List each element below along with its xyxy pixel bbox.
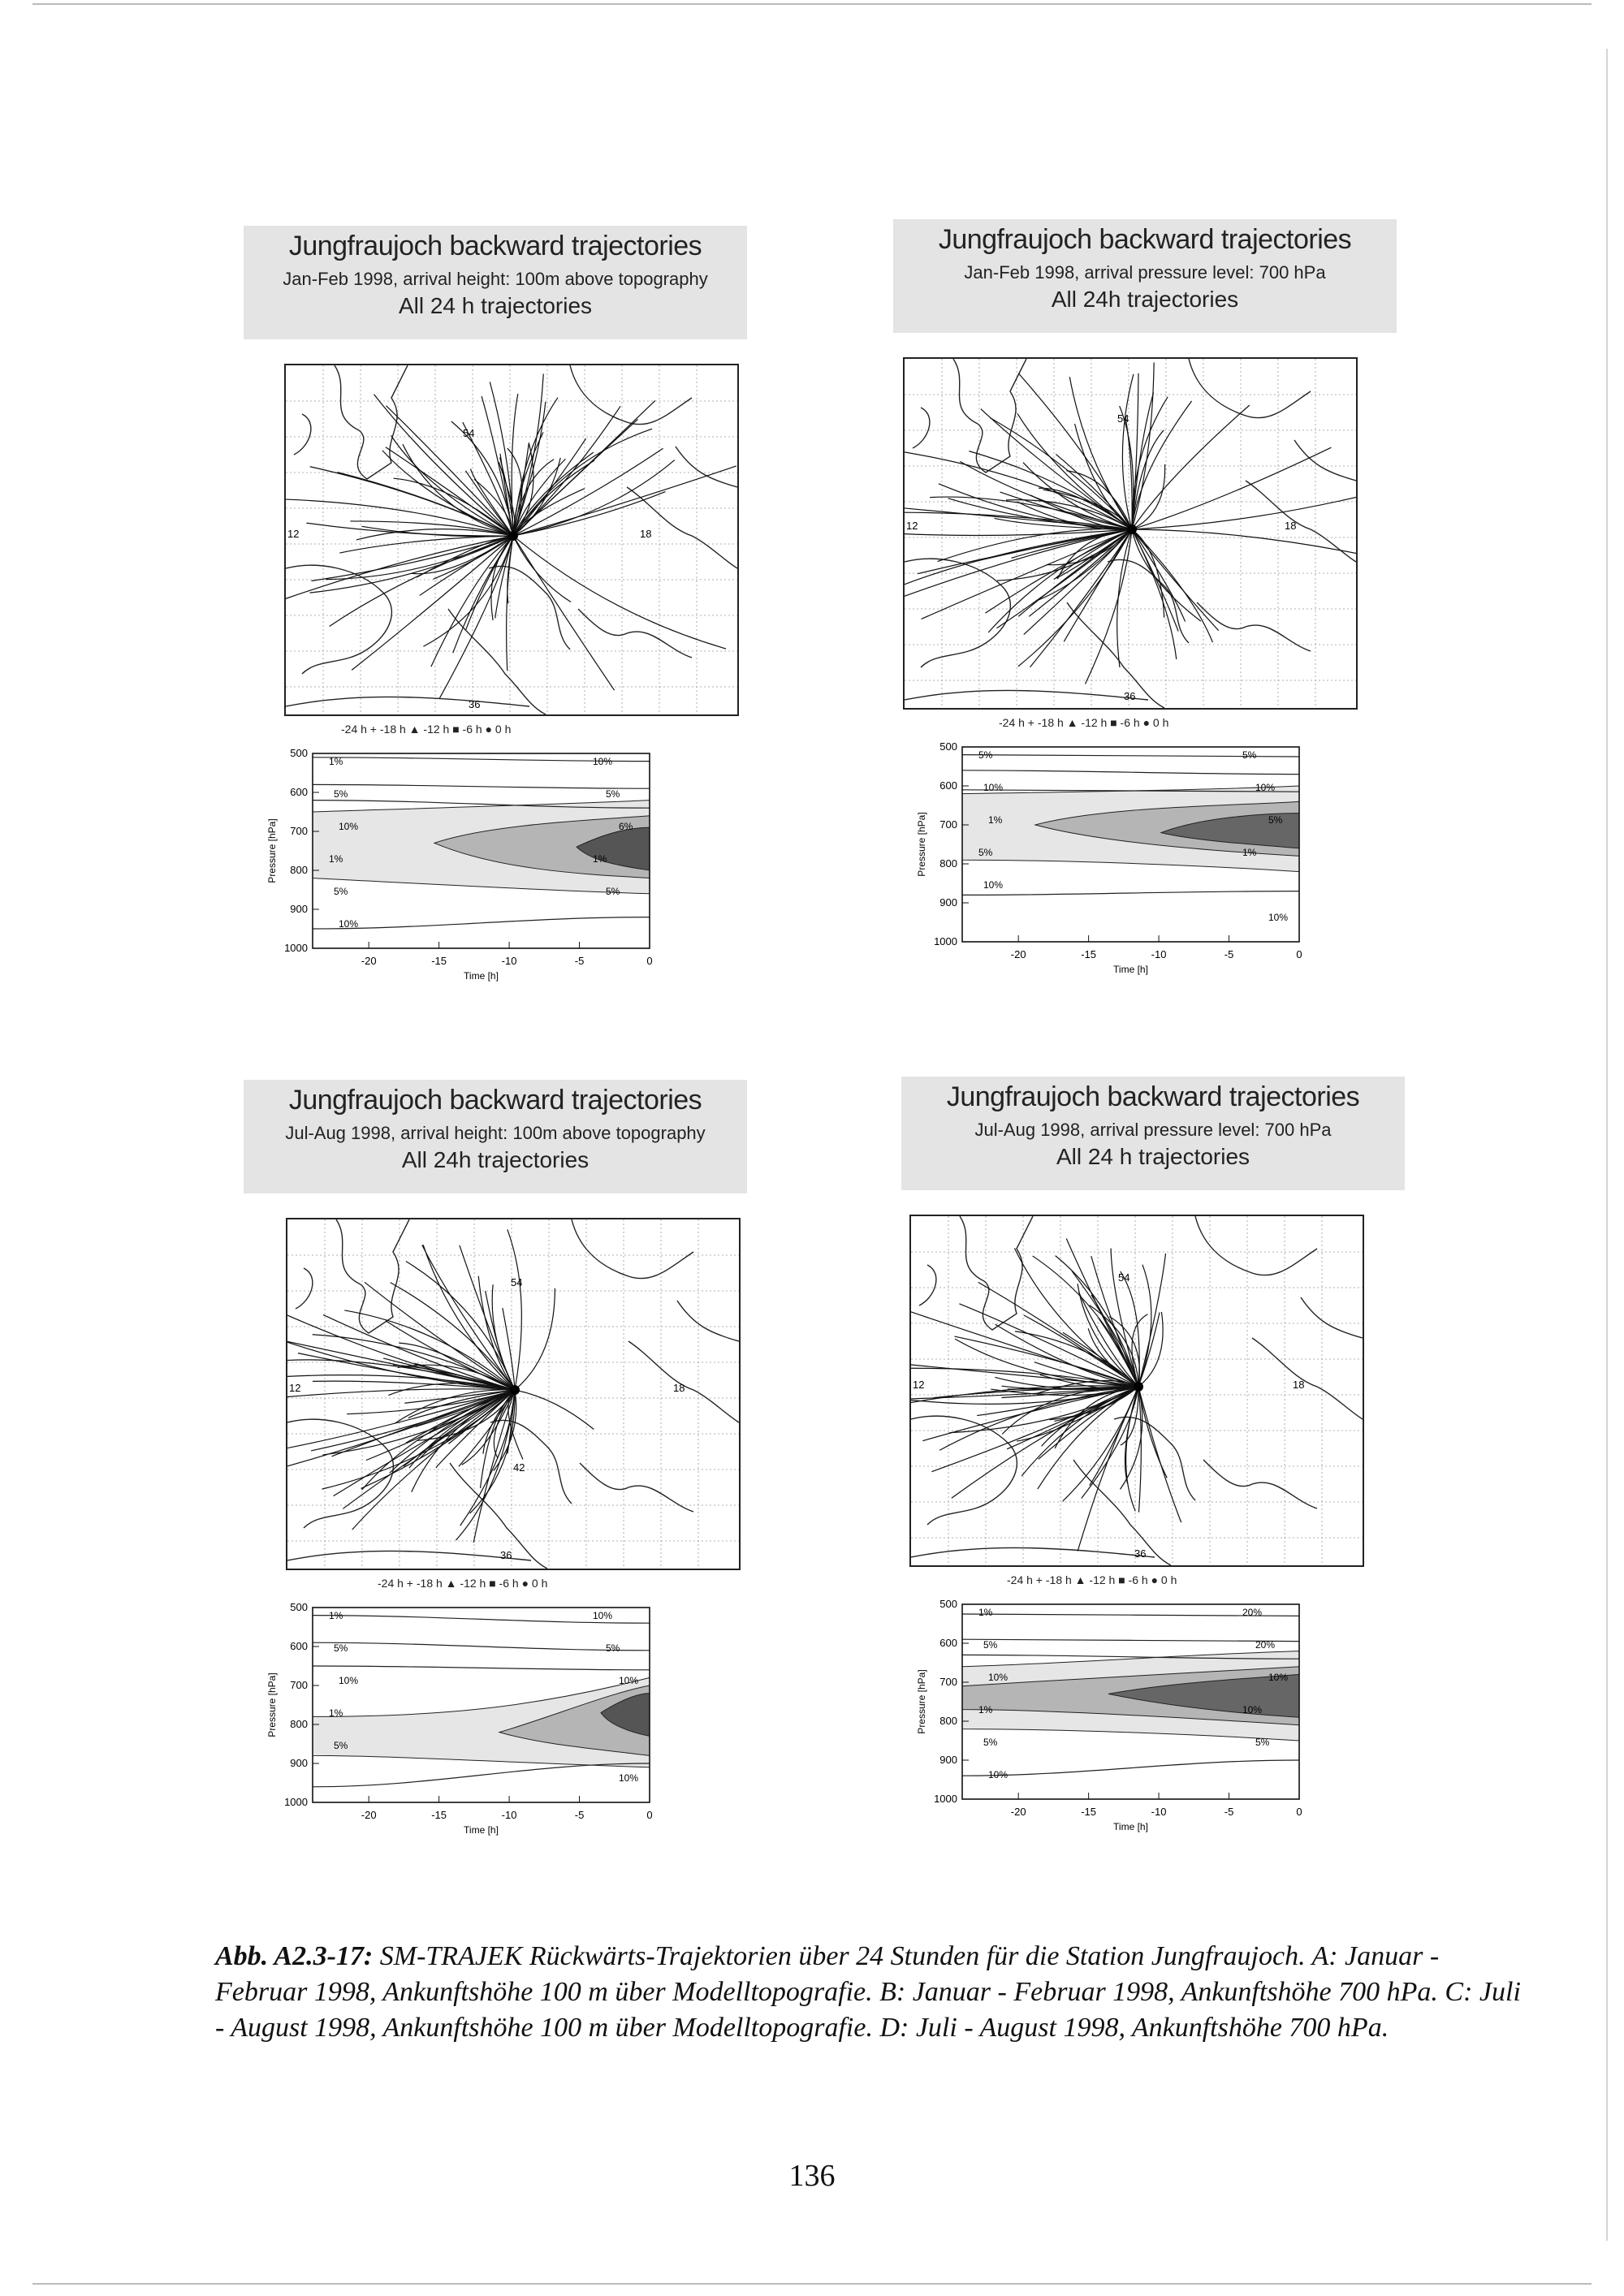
map-coastline bbox=[1073, 1460, 1171, 1565]
panel-b-xtick-m10: -10 bbox=[1151, 948, 1167, 960]
map-coastline bbox=[953, 359, 1026, 473]
map-coastline bbox=[905, 690, 1148, 700]
trajectory-line bbox=[1132, 405, 1250, 529]
map-coastline bbox=[911, 1547, 1155, 1557]
panel-a-contour-label: 10% bbox=[593, 756, 613, 767]
trajectory-line bbox=[1132, 529, 1201, 621]
panel-c-title: Jungfraujoch backward trajectories bbox=[288, 1085, 702, 1116]
panel-c-contour-label: 5% bbox=[334, 1642, 348, 1654]
frequency-contour-line bbox=[962, 891, 1299, 896]
panel-c-ytick-900: 900 bbox=[290, 1757, 308, 1769]
panel-b-title: Jungfraujoch backward trajectories bbox=[938, 224, 1352, 255]
panel-c-ytick-800: 800 bbox=[290, 1718, 308, 1730]
scan-border-right bbox=[1606, 49, 1608, 2241]
panel-c-contour-label: 10% bbox=[593, 1610, 613, 1621]
trajectory-line bbox=[382, 451, 513, 536]
panel-a-lat36-label: 36 bbox=[469, 698, 481, 710]
panel-c-ytick-700: 700 bbox=[290, 1679, 308, 1691]
panel-d-lat36-label: 36 bbox=[1134, 1547, 1147, 1560]
map-coastline bbox=[580, 1463, 693, 1512]
panel-a-legend: -24 h + -18 h ▲ -12 h ■ -6 h ● 0 h bbox=[341, 723, 512, 736]
panel-a-lon12-label: 12 bbox=[287, 528, 300, 540]
panel-d-ylabel: Pressure [hPa] bbox=[916, 1669, 927, 1734]
map-coastline bbox=[1067, 602, 1164, 708]
panel-b-trajectory-map bbox=[903, 357, 1358, 710]
panel-d-ytick-600: 600 bbox=[939, 1637, 957, 1649]
panel-d-xtick-m5: -5 bbox=[1224, 1806, 1234, 1818]
panel-b-section-svg bbox=[918, 739, 1397, 982]
panel-c-xtick-m15: -15 bbox=[431, 1809, 447, 1821]
trajectory-line bbox=[1126, 1387, 1138, 1511]
trajectory-line bbox=[391, 435, 513, 536]
panel-d-ytick-900: 900 bbox=[939, 1754, 957, 1766]
panel-c-vertical-section bbox=[268, 1599, 747, 1843]
panel-a-ytick-500: 500 bbox=[290, 747, 308, 759]
map-coastline bbox=[677, 1301, 739, 1341]
panel-d-ytick-800: 800 bbox=[939, 1715, 957, 1727]
panel-a-ytick-800: 800 bbox=[290, 864, 308, 876]
panel-c-xtick-0: 0 bbox=[646, 1809, 653, 1821]
panel-d-xtick-m20: -20 bbox=[1010, 1806, 1026, 1818]
panel-b-xtick-m20: -20 bbox=[1010, 948, 1026, 960]
panel-c-lat54-label: 54 bbox=[511, 1276, 523, 1288]
panel-b-contour-label: 10% bbox=[983, 782, 1004, 793]
panel-d-subtitle: Jul-Aug 1998, arrival pressure level: 700 hPa bbox=[974, 1120, 1332, 1140]
map-coastline bbox=[913, 408, 930, 448]
map-coastline bbox=[448, 609, 546, 714]
panel-c-contour-label: 1% bbox=[329, 1707, 343, 1719]
panel-c-section-svg bbox=[268, 1599, 747, 1843]
trajectory-line bbox=[1132, 529, 1212, 642]
trajectory-line bbox=[1132, 529, 1356, 557]
panel-c-xtick-m10: -10 bbox=[501, 1809, 517, 1821]
panel-a-subtitle: Jan-Feb 1998, arrival height: 100m above topography bbox=[283, 269, 708, 289]
panel-a-ytick-900: 900 bbox=[290, 903, 308, 915]
trajectory-line bbox=[287, 1389, 515, 1398]
scan-border-bottom bbox=[32, 2283, 1592, 2285]
panel-d-lon12-label: 12 bbox=[913, 1379, 925, 1391]
panel-d-contour-label: 10% bbox=[988, 1769, 1009, 1780]
panel-d-contour-label: 10% bbox=[988, 1672, 1009, 1683]
panel-a-contour-label: 10% bbox=[339, 821, 359, 832]
trajectory-line bbox=[955, 1336, 1138, 1387]
panel-a-xlabel: Time [h] bbox=[464, 970, 499, 982]
panel-c-contour-label: 1% bbox=[329, 1610, 343, 1621]
panel-d-xtick-0: 0 bbox=[1296, 1806, 1302, 1818]
panel-d-subtitle2: All 24 h trajectories bbox=[1056, 1144, 1250, 1169]
trajectory-line bbox=[1132, 489, 1356, 529]
jungfraujoch-station-marker bbox=[510, 1385, 520, 1395]
panel-c-lat36-label: 36 bbox=[500, 1549, 512, 1561]
trajectory-line bbox=[508, 1229, 521, 1390]
panel-b-legend: -24 h + -18 h ▲ -12 h ■ -6 h ● 0 h bbox=[999, 716, 1169, 729]
map-coastline bbox=[919, 1265, 936, 1306]
map-coastline bbox=[911, 1416, 1017, 1525]
panel-c-contour-label: 5% bbox=[334, 1740, 348, 1751]
panel-c-trajectory-map bbox=[286, 1218, 741, 1570]
panel-c-ytick-500: 500 bbox=[290, 1601, 308, 1613]
panel-a-ylabel: Pressure [hPa] bbox=[266, 818, 278, 883]
frequency-contour-line bbox=[313, 784, 650, 788]
panel-c-lon12-label: 12 bbox=[289, 1382, 301, 1394]
panel-b-vertical-section bbox=[918, 739, 1397, 982]
trajectory-line bbox=[990, 417, 1132, 529]
panel-b-lat36-label: 36 bbox=[1124, 690, 1136, 702]
trajectory-line bbox=[513, 536, 571, 602]
panel-c-xtick-m5: -5 bbox=[574, 1809, 585, 1821]
trajectory-line bbox=[981, 409, 1132, 529]
trajectory-line bbox=[339, 536, 513, 553]
panel-c-contour-label: 10% bbox=[619, 1675, 639, 1686]
panel-c-subtitle: Jul-Aug 1998, arrival height: 100m above topography bbox=[285, 1123, 706, 1143]
panel-a-vertical-section bbox=[268, 745, 747, 989]
frequency-contour-line bbox=[962, 1639, 1299, 1641]
trajectory-line bbox=[352, 536, 513, 670]
frequency-contour-line bbox=[313, 1642, 650, 1651]
trajectory-line bbox=[386, 406, 513, 536]
trajectory-line bbox=[1138, 1387, 1167, 1478]
panel-b-ytick-1000: 1000 bbox=[934, 935, 957, 947]
panel-d-legend: -24 h + -18 h ▲ -12 h ■ -6 h ● 0 h bbox=[1007, 1573, 1177, 1586]
panel-d-contour-label: 5% bbox=[1255, 1737, 1270, 1748]
panel-d-contour-label: 1% bbox=[978, 1607, 993, 1618]
panel-a-lat54-label: 54 bbox=[463, 427, 475, 439]
panel-c-legend: -24 h + -18 h ▲ -12 h ■ -6 h ● 0 h bbox=[378, 1577, 548, 1590]
map-coastline bbox=[905, 559, 1010, 667]
panel-c-ytick-600: 600 bbox=[290, 1640, 308, 1652]
panel-d-contour-label: 5% bbox=[983, 1639, 998, 1651]
panel-b-lat54-label: 54 bbox=[1117, 412, 1129, 425]
trajectory-line bbox=[1138, 1254, 1166, 1387]
panel-a-lon18-label: 18 bbox=[640, 528, 652, 540]
map-coastline bbox=[1252, 1338, 1363, 1419]
panel-a-ytick-600: 600 bbox=[290, 786, 308, 798]
panel-d-contour-label: 20% bbox=[1242, 1607, 1263, 1618]
jungfraujoch-station-marker bbox=[508, 531, 518, 541]
map-coastline bbox=[287, 1551, 531, 1560]
jungfraujoch-station-marker bbox=[1127, 524, 1137, 534]
panel-a-contour-label: 1% bbox=[329, 853, 343, 865]
panel-b-subtitle2: All 24h trajectories bbox=[1051, 287, 1239, 312]
panel-c-ylabel: Pressure [hPa] bbox=[266, 1672, 278, 1737]
panel-d-xtick-m10: -10 bbox=[1151, 1806, 1167, 1818]
panel-c-contour-label: 10% bbox=[619, 1772, 639, 1784]
panel-d-trajectory-map bbox=[909, 1215, 1364, 1567]
trajectory-line bbox=[1014, 1248, 1138, 1387]
panel-c-map-svg bbox=[287, 1219, 739, 1569]
map-coastline bbox=[294, 414, 311, 455]
panel-a-contour-label: 5% bbox=[606, 886, 620, 897]
panel-a-xtick-m10: -10 bbox=[501, 955, 517, 967]
trajectory-line bbox=[921, 529, 1132, 619]
trajectory-line bbox=[905, 529, 1132, 602]
trajectory-line bbox=[513, 466, 736, 536]
panel-c-ytick-1000: 1000 bbox=[284, 1796, 308, 1808]
panel-d-contour-label: 20% bbox=[1255, 1639, 1276, 1651]
map-coastline bbox=[1195, 1216, 1317, 1275]
frequency-contour-line bbox=[313, 917, 650, 929]
panel-c-xtick-m20: -20 bbox=[361, 1809, 377, 1821]
panel-a-contour-label: 5% bbox=[334, 788, 348, 800]
panel-b-ytick-800: 800 bbox=[939, 857, 957, 870]
panel-a-contour-label: 5% bbox=[334, 886, 348, 897]
panel-d-xtick-m15: -15 bbox=[1081, 1806, 1097, 1818]
panel-b-ytick-600: 600 bbox=[939, 779, 957, 792]
panel-c-lat42-label: 42 bbox=[513, 1461, 525, 1474]
panel-a-contour-label: 5% bbox=[606, 788, 620, 800]
panel-b-ytick-500: 500 bbox=[939, 740, 957, 753]
frequency-contour-line bbox=[313, 1666, 650, 1670]
panel-a-contour-label: 1% bbox=[593, 853, 607, 865]
panel-a-trajectory-map bbox=[284, 364, 739, 716]
panel-d-contour-label: 5% bbox=[983, 1737, 998, 1748]
panel-a-title-box bbox=[244, 226, 747, 339]
panel-c-lon18-label: 18 bbox=[673, 1382, 685, 1394]
trajectory-line bbox=[515, 1390, 594, 1429]
scan-border-top bbox=[32, 3, 1592, 5]
panel-b-contour-label: 1% bbox=[1242, 847, 1257, 858]
panel-d-lon18-label: 18 bbox=[1293, 1379, 1305, 1391]
panel-a-subtitle2: All 24 h trajectories bbox=[398, 293, 593, 318]
map-coastline bbox=[1197, 602, 1311, 651]
panel-d-ytick-500: 500 bbox=[939, 1598, 957, 1610]
trajectory-line bbox=[439, 536, 513, 698]
map-coastline bbox=[1189, 359, 1311, 418]
panel-b-lon12-label: 12 bbox=[906, 520, 918, 532]
panel-b-contour-label: 5% bbox=[978, 749, 993, 761]
map-coastline bbox=[450, 1463, 547, 1569]
panel-c-contour-label: 5% bbox=[606, 1642, 620, 1654]
map-coastline bbox=[572, 1219, 693, 1279]
trajectory-line bbox=[1111, 1249, 1138, 1387]
panel-d-vertical-section bbox=[918, 1596, 1397, 1840]
trajectory-line bbox=[1078, 1387, 1138, 1552]
panel-b-map-svg bbox=[905, 359, 1356, 708]
trajectory-line bbox=[1018, 529, 1132, 667]
panel-a-contour-label: 1% bbox=[329, 756, 343, 767]
panel-d-ytick-700: 700 bbox=[939, 1676, 957, 1688]
panel-d-ytick-1000: 1000 bbox=[934, 1793, 957, 1805]
trajectory-line bbox=[1132, 447, 1331, 529]
trajectory-line bbox=[905, 507, 1132, 529]
panel-d-section-svg bbox=[918, 1596, 1397, 1840]
map-coastline bbox=[960, 1216, 1033, 1330]
panel-c-contour-label: 10% bbox=[339, 1675, 359, 1686]
panel-d-contour-label: 1% bbox=[978, 1704, 993, 1716]
panel-b-contour-label: 1% bbox=[988, 814, 1003, 826]
panel-a-xtick-0: 0 bbox=[646, 955, 653, 967]
panel-b-contour-label: 5% bbox=[1242, 749, 1257, 761]
panel-b-xtick-0: 0 bbox=[1296, 948, 1302, 960]
panel-a-contour-label: 6% bbox=[619, 821, 633, 832]
panel-b-contour-label: 5% bbox=[1268, 814, 1283, 826]
map-coastline bbox=[1203, 1460, 1317, 1508]
panel-b-title-box bbox=[893, 219, 1397, 333]
panel-a-section-svg bbox=[268, 745, 747, 989]
panel-a-title: Jungfraujoch backward trajectories bbox=[288, 231, 702, 261]
panel-b-xlabel: Time [h] bbox=[1113, 964, 1148, 975]
panel-d-title-box bbox=[901, 1077, 1405, 1190]
trajectory-line bbox=[513, 448, 663, 536]
panel-a-contour-label: 10% bbox=[339, 918, 359, 930]
panel-b-contour-label: 10% bbox=[983, 879, 1004, 891]
panel-b-lon18-label: 18 bbox=[1285, 520, 1297, 532]
panel-b-xtick-m15: -15 bbox=[1081, 948, 1097, 960]
map-coastline bbox=[489, 566, 570, 650]
map-coastline bbox=[676, 447, 737, 487]
trajectory-line bbox=[434, 536, 513, 579]
panel-b-contour-label: 10% bbox=[1268, 912, 1289, 923]
panel-b-ytick-900: 900 bbox=[939, 896, 957, 908]
map-coastline bbox=[286, 697, 529, 706]
panel-b-subtitle: Jan-Feb 1998, arrival pressure level: 700 hPa bbox=[964, 262, 1326, 283]
map-coastline bbox=[1301, 1297, 1363, 1338]
panel-a-xtick-m5: -5 bbox=[574, 955, 585, 967]
panel-d-xlabel: Time [h] bbox=[1113, 1821, 1148, 1832]
map-coastline bbox=[296, 1268, 313, 1309]
panel-d-title: Jungfraujoch backward trajectories bbox=[946, 1081, 1360, 1112]
frequency-contour-line bbox=[962, 770, 1299, 775]
panel-a-xtick-m15: -15 bbox=[431, 955, 447, 967]
trajectory-line bbox=[513, 402, 546, 536]
panel-a-map-svg bbox=[286, 365, 737, 714]
panel-d-map-svg bbox=[911, 1216, 1363, 1565]
map-coastline bbox=[1246, 481, 1356, 562]
trajectory-line bbox=[403, 444, 513, 536]
figure-caption bbox=[215, 1939, 1522, 2046]
panel-b-ylabel: Pressure [hPa] bbox=[916, 812, 927, 877]
caption-lead: Abb. A2.3-17: bbox=[215, 1941, 374, 1971]
map-coastline bbox=[578, 609, 692, 658]
panel-d-contour-label: 10% bbox=[1242, 1704, 1263, 1716]
panel-c-xlabel: Time [h] bbox=[464, 1824, 499, 1836]
panel-a-xtick-m20: -20 bbox=[361, 955, 377, 967]
panel-d-contour-label: 10% bbox=[1268, 1672, 1289, 1683]
trajectory-line bbox=[1132, 401, 1192, 529]
panel-a-ytick-700: 700 bbox=[290, 825, 308, 837]
trajectory-line bbox=[513, 536, 615, 690]
jungfraujoch-station-marker bbox=[1134, 1382, 1143, 1392]
panel-b-ytick-700: 700 bbox=[939, 818, 957, 831]
panel-b-contour-label: 10% bbox=[1255, 782, 1276, 793]
trajectory-line bbox=[1078, 1292, 1138, 1387]
panel-d-lat54-label: 54 bbox=[1118, 1271, 1130, 1284]
frequency-contour-line bbox=[313, 1763, 650, 1787]
panel-b-xtick-m5: -5 bbox=[1224, 948, 1234, 960]
caption-text: SM-TRAJEK Rückwärts-Trajektorien über 24 Stunden für die Station Jungfraujoch. A: Januar - Februar 1998, Ankunftshöhe 100 m über Modelltopografie. B: Januar - Februar 1998, Ankunftshöhe 700 hPa. C: Juli - August 1998, Ankunftshöhe 100 m über Modelltopografie. D: Juli - August 1998, Ankunftshöhe 700 hPa. bbox=[215, 1941, 1521, 2043]
map-coastline bbox=[570, 365, 692, 425]
trajectory-line bbox=[286, 498, 513, 536]
panel-b-contour-label: 5% bbox=[978, 847, 993, 858]
panel-a-ytick-1000: 1000 bbox=[284, 942, 308, 954]
frequency-contour-line bbox=[962, 1760, 1299, 1776]
panel-c-subtitle2: All 24h trajectories bbox=[401, 1147, 590, 1172]
map-coastline bbox=[490, 1420, 572, 1504]
page-number: 136 bbox=[788, 2159, 836, 2193]
panel-c-title-box bbox=[244, 1080, 747, 1193]
